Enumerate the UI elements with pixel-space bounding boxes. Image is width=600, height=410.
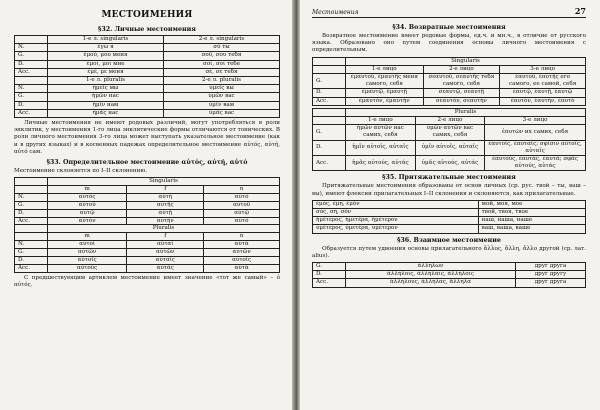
table-cell: ваш, ваша, ваше [478,225,585,233]
case-label: D. [15,60,48,68]
table-cell: ἀλλήλους, ἀλλήλας, ἄλληλα [346,279,516,287]
person-header: 1-е лицо [346,65,424,73]
table-row [15,101,280,109]
table-cell: αὐτόν [48,217,127,225]
table-cell: наш, наша, наше [478,217,585,225]
left-page [0,0,292,410]
table-cell: друг друга [516,263,586,271]
case-label: Acc. [313,97,346,105]
empty-cell [15,77,48,85]
section-36-paragraph: Образуется путем удвоения основы прилагательного ἄλλος, ἄλλη, ἄλλο другой (ср. лат. alius). [312,245,586,259]
table-row [15,60,280,68]
section-33-footer: С предшествующим артиклем местоимение имеет значение «тот же самый» – ὁ αὐτός. [14,274,280,289]
table-cell: αὐταί [127,241,204,249]
table-row [313,209,586,217]
table-cell: ἡμᾶς нас [48,109,164,117]
table-cell: ἀλλήλων [346,263,516,271]
table-cell: ὑμῖν вам [164,101,280,109]
reflexive-pronoun-singular-table [312,57,586,106]
number-header: Singularis [48,178,280,186]
gender-header: m [48,185,127,193]
gender-header: f [127,233,204,241]
table-row [15,209,280,217]
gender-header: m [48,233,127,241]
case-label: D. [313,140,346,155]
case-label: N. [15,193,48,201]
case-label: Acc. [15,217,48,225]
table-cell: ἡμῖν нам [48,101,164,109]
empty-cell [15,233,48,241]
table-cell: ἐγώ я [48,44,164,52]
table-cell: αὐτό [204,217,280,225]
section-33-heading: §33. Определительное местоимение αὐτός, αὐτή, αὐτό [46,159,248,167]
column-header: 2-е л. singularis [164,36,280,44]
case-label: Acc. [15,265,48,273]
gender-header: n [204,233,280,241]
gender-header: f [127,185,204,193]
person-header: 3-е лицо [500,65,586,73]
table-cell: σοῦ, σου тебя [164,52,280,60]
table-cell: ὑμᾶς вас [164,109,280,117]
reciprocal-pronoun-table [312,262,586,288]
table-cell: αὐτῷ [48,209,127,217]
table-cell: αὐτοῖς [204,257,280,265]
person-header: 2-е лицо [423,65,500,73]
case-label: D. [15,257,48,265]
table-cell: ἐμοῦ, μου меня [48,52,164,60]
empty-cell [313,117,346,125]
column-header: 2-е л. pluralis [164,77,280,85]
table-cell: αὐτῇ [127,209,204,217]
table-cell: αὐτοῖς [48,257,127,265]
table-row [15,201,280,209]
section-35-paragraph: Притяжательные местоимения образованы от основ личных (ср. рус. твой – ты, ваш – вы), имеют флексии прилагательных I–II склонения и склоняются, как прилагательные. [312,183,586,197]
table-cell: мой, моя, мое [478,200,585,208]
case-label: G. [15,93,48,101]
table-cell: ἐμαυτόν, ἐμαυτήν [346,97,424,105]
page-number: 27 [574,6,586,16]
table-cell: ἡμῖν αὐτοῖς, αὐταῖς [346,140,416,155]
table-cell: σεαυτῷ, σεαυτῇ [423,89,500,97]
case-label: G. [15,52,48,60]
table-cell: друг другу [516,271,586,279]
table-cell: ἐμαυτοῦ, ἐμαυτῆς меня самого, себя [346,74,424,89]
case-label: N. [15,44,48,52]
running-head-title: Местоимения [312,9,359,16]
table-cell: ἑαυτῷ, ἑαυτῇ, ἑαυτῷ [500,89,586,97]
table-cell: ἑαυτοῦ, ἑαυτῆς его самого, ее самой, себя [500,74,586,89]
gender-header: n [204,185,280,193]
empty-cell [15,36,48,44]
case-label: D. [15,209,48,217]
column-header: 1-е л. singularis [48,36,164,44]
table-cell: σοί, σοι тебе [164,60,280,68]
table-cell: ἑαυτούς, ἑαυτάς, ἑαυτά; σφᾶς αὐτούς, αὐτάς [485,156,586,171]
table-row [15,109,280,117]
case-label: G. [15,249,48,257]
page-title: МЕСТОИМЕНИЯ [101,10,193,20]
table-row [313,156,586,171]
section-35-heading: §35. Притяжательные местоимения [382,174,516,182]
case-label: D. [313,271,346,279]
table-cell: ὑμεῖς вы [164,85,280,93]
table-row [15,241,280,249]
table-row [15,52,280,60]
case-label: G. [15,201,48,209]
table-row [15,93,280,101]
table-row [313,97,586,105]
table-row [15,44,280,52]
table-cell: ἑαυτοῖς, ἑαυταῖς; σφίσιν αὐτοῖς, αὐταῖς [485,140,586,155]
table-cell: αὐτή [127,193,204,201]
person-header: 1-е лицо [346,117,416,125]
book-gutter [292,0,300,410]
table-row [313,279,586,287]
table-row [15,249,280,257]
number-header: Pluralis [346,108,586,116]
table-cell: αὐτῆς [127,201,204,209]
table-cell: твой, твоя, твое [478,209,585,217]
table-cell: ὑμέτερος, ὑμετέρα, ὑμέτερον [313,225,479,233]
table-row [313,89,586,97]
determinative-pronoun-table [14,177,280,273]
table-row [313,225,586,233]
number-header: Pluralis [48,225,280,233]
section-32-paragraph: Личные местоимения не имеют родовых различий, могут употребляться в роли энклитик, у местоимения 1-го лица энклитические формы отличаются от тонических. В роли личного местоимения 3-го лица может выступать указательное местоимение (как и в других языках) и в косвенных падежах определительное местоимение αὐτός, αὐτή, αὐτό сам. [14,120,280,155]
person-header: 2-е лицо [415,117,484,125]
empty-cell [313,65,346,73]
section-32-heading: §32. Личные местоимения [98,26,196,33]
column-header: 1-е л. pluralis [48,77,164,85]
case-label: Acc. [15,109,48,117]
empty-cell [15,178,48,186]
case-label: G. [313,263,346,271]
table-cell: αὐτῶν [127,249,204,257]
table-cell: σεαυτοῦ, σεαυτῆς тебя самого, себя [423,74,500,89]
table-cell: ἐμαυτῷ, ἐμαυτῇ [346,89,424,97]
person-header: 3-е лицо [485,117,586,125]
possessive-pronouns-table [312,200,586,234]
case-label: G. [313,125,346,140]
table-cell: σύ ты [164,44,280,52]
case-label: N. [15,85,48,93]
table-cell: αὐταῖς [127,257,204,265]
table-row [15,257,280,265]
table-row [313,74,586,89]
table-cell: αὐτά [204,265,280,273]
case-label: D. [313,89,346,97]
table-cell: ἡμῶν αὐτῶν нас самих, себя [346,125,416,140]
table-row [313,263,586,271]
number-header: Singularis [346,57,586,65]
case-label: Acc. [313,156,346,171]
right-page [300,0,600,410]
table-cell: ὑμῶν вас [164,93,280,101]
empty-cell [313,57,346,65]
table-cell: друг друга [516,279,586,287]
empty-cell [313,108,346,116]
table-row [15,68,280,76]
table-cell: αὐτός [48,193,127,201]
table-cell: ἡμῶν нас [48,93,164,101]
table-cell: αὐτήν [127,217,204,225]
table-cell: ἡμεῖς мы [48,85,164,93]
table-row [313,271,586,279]
case-label: D. [15,101,48,109]
table-cell: ὑμῖν αὐτοῖς, αὐταῖς [415,140,484,155]
section-33-intro: Местоимение склоняется по I–II склонению. [14,168,147,175]
table-row [313,217,586,225]
table-cell: ἐμοί, μοι мне [48,60,164,68]
table-row [15,85,280,93]
table-cell: αὐτῷ [204,209,280,217]
table-cell: ἐμός, ἐμή, ἐμόν [313,200,479,208]
reflexive-pronoun-plural-table [312,108,586,172]
table-cell: αὐτοί [48,241,127,249]
personal-pronouns-table [14,35,280,118]
table-cell: ὑμᾶς αὐτούς, αὐτάς [415,156,484,171]
empty-cell [15,225,48,233]
table-cell: αὐτοῦ [204,201,280,209]
table-cell: αὐτά [204,241,280,249]
table-cell: ἐμέ, με меня [48,68,164,76]
section-34-paragraph: Возвратное местоимение имеет родовые формы, ед.ч. и мн.ч., в отличие от русского языка. Образовано оно путем соединения основы личного местоимения с определительным. [312,33,586,54]
section-34-heading: §34. Возвратные местоимения [392,24,506,31]
case-label: Acc. [15,68,48,76]
table-cell: ἡμᾶς αὐτούς, αὐτάς [346,156,416,171]
table-cell: ἑαυτῶν их самих, себя [485,125,586,140]
table-row [15,217,280,225]
case-label: Acc. [313,279,346,287]
section-36-heading: §36. Взаимное местоимение [397,236,501,244]
table-cell: αὐτῶν [48,249,127,257]
table-cell: αὐτοῦ [48,201,127,209]
table-cell: σός, σή, σόν [313,209,479,217]
table-cell: αὐτάς [127,265,204,273]
table-row [15,193,280,201]
case-label: N. [15,241,48,249]
table-cell: αὐτούς [48,265,127,273]
empty-cell [15,185,48,193]
table-row [313,200,586,208]
table-cell: ἑαυτόν, ἑαυτήν, ἑαυτό [500,97,586,105]
table-cell: σέ, σε тебя [164,68,280,76]
table-cell: αὐτῶν [204,249,280,257]
table-cell: αὐτό [204,193,280,201]
table-cell: ἀλλήλοις, ἀλλήλαις, ἀλλήλοις [346,271,516,279]
running-header [312,6,586,18]
table-cell: σεαυτόν, σεαυτήν [423,97,500,105]
case-label: G. [313,74,346,89]
table-row [313,140,586,155]
table-cell: ὑμῶν αὐτῶν вас самих, себя [415,125,484,140]
table-row [313,125,586,140]
table-row [15,265,280,273]
table-cell: ἡμέτερος, ἡμετέρα, ἡμέτερον [313,217,479,225]
